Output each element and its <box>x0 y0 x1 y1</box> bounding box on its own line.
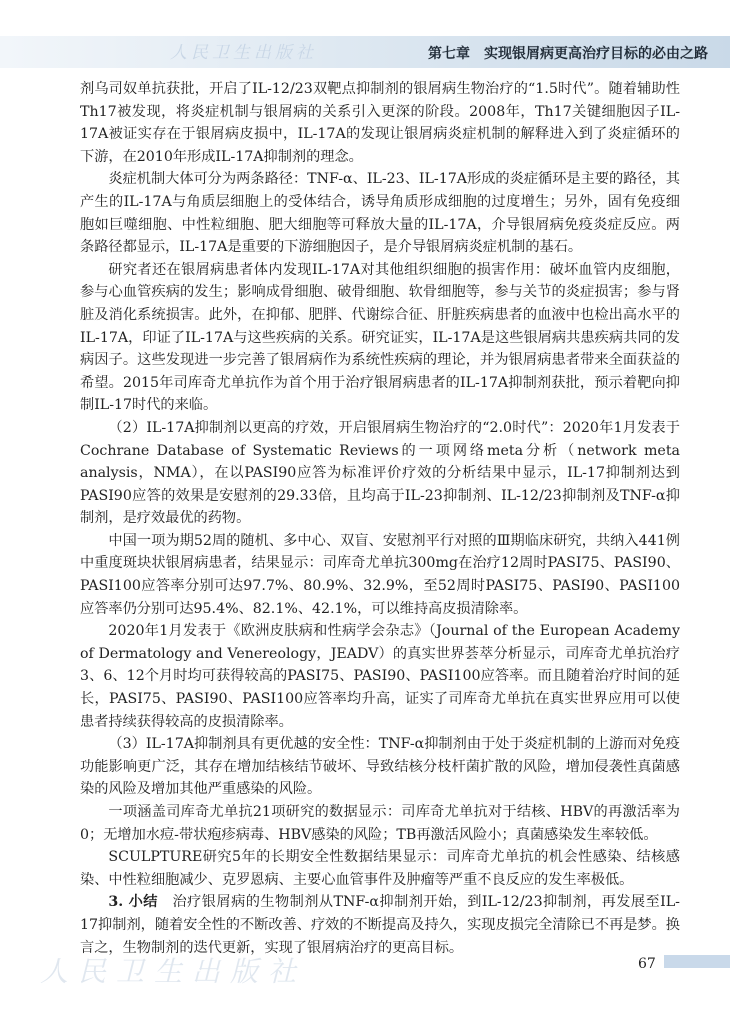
paragraph-2: 炎症机制大体可分为两条路径：TNF-α、IL-23、IL-17A形成的炎症循环是主要的路径，其产生的IL-17A与角质层细胞上的受体结合，诱导角质形成细胞的过度增生；另外，固有免疫细胞如巨噬细胞、中性粒细胞、肥大细胞等可释放大量的IL-17A，介导银屑病免疫炎症反应。两条路径都显示，IL-17A是重要的下游细胞因子，是介导银屑病炎症机制的基石。 <box>80 171 680 256</box>
paragraph-5: 中国一项为期52周的随机、多中心、双盲、安慰剂平行对照的Ⅲ期临床研究，共纳入441例中重度斑块状银屑病患者，结果显示：司库奇尤单抗300mg在治疗12周时PASI75、PASI90、PASI100应答率分别可达97.7%、80.9%、32.9%，至52周时PASI75、PASI90、PASI100应答率仍分别可达95.4%、82.1%、42.1%，可以维持高皮损清除率。 <box>80 532 680 617</box>
paragraph-7: （3）IL-17A抑制剂具有更优越的安全性：TNF-α抑制剂由于处于炎症机制的上游而对免疫功能影响更广泛，其存在增加结核结节破坏、导致结核分枝杆菌扩散的风险，增加侵袭性真菌感染的风险及增加其他严重感染的风险。 <box>80 736 680 798</box>
paragraph-9: SCULPTURE研究5年的长期安全性数据结果显示：司库奇尤单抗的机会性感染、结核感染、中性粒细胞减少、克罗恩病、主要心血管事件及肿瘤等严重不良反应的发生率极低。 <box>80 849 680 888</box>
paragraph-4: （2）IL-17A抑制剂以更高的疗效，开启银屑病生物治疗的“2.0时代”：2020年1月发表于Cochrane Database of Systematic Reviews的一项网络meta分析（network meta analysis，NMA），在以PASI90应答为标准评价疗效的分析结果中显示，IL-17抑制剂达到PASI90应答的效果是安慰剂的29.33倍，且均高于IL-23抑制剂、IL-12/23抑制剂及TNF-α抑制剂，是疗效最优的药物。 <box>80 419 680 527</box>
summary-paragraph <box>80 891 680 959</box>
header-watermark: 人民卫生出版社 <box>170 43 317 63</box>
paragraph-3: 研究者还在银屑病患者体内发现IL-17A对其他组织细胞的损害作用：破坏血管内皮细胞，参与心血管疾病的发生；影响成骨细胞、破骨细胞、软骨细胞等，参与关节的炎症损害；参与肾脏及消化系统损害。此外，在抑郁、肥胖、代谢综合征、肝脏疾病患者的血液中也检出高水平的IL-17A，印证了IL-17A与这些疾病的关系。研究证实，IL-17A是这些银屑病共患疾病共同的发病因子。这些发现进一步完善了银屑病作为系统性疾病的理论，并为银屑病患者带来全面获益的希望。2015年司库奇尤单抗作为首个用于治疗银屑病患者的IL-17A抑制剂获批，预示着靶向抑制IL-17时代的来临。 <box>80 261 680 414</box>
summary-label: 3. 小结 <box>108 894 158 911</box>
page-header <box>0 36 730 68</box>
paragraph-6: 2020年1月发表于《欧洲皮肤病和性病学会杂志》（Journal of the European Academy of Dermatology and Venereology，JEADV）的真实世界荟萃分析显示，司库奇尤单抗治疗3、6、12个月时均可获得较高的PASI75、PASI90、PASI100应答率。而且随着治疗时间的延长，PASI75、PASI90、PASI100应答率均升高，证实了司库奇尤单抗在真实世界应用可以使患者持续获得较高的皮损清除率。 <box>80 623 680 730</box>
footer-watermark: 人民卫生出版社 <box>40 955 307 988</box>
footer-bar <box>664 955 730 968</box>
paragraph-8: 一项涵盖司库奇尤单抗21项研究的数据显示：司库奇尤单抗对于结核、HBV的再激活率为0；无增加水痘-带状疱疹病毒、HBV感染的风险；TB再激活风险小；真菌感染发生率较低。 <box>80 804 680 843</box>
chapter-title: 第七章 实现银屑病更高治疗目标的必由之路 <box>428 46 708 62</box>
paragraph-1: 剂乌司奴单抗获批，开启了IL-12/23双靶点抑制剂的银屑病生物治疗的“1.5时代”。随着辅助性Th17被发现，将炎症机制与银屑病的关系引入更深的阶段。2008年，Th17关键细胞因子IL-17A被证实存在于银屑病皮损中，IL-17A的发现让银屑病炎症机制的解释进入到了炎症循环的下游，在2010年形成IL-17A抑制剂的理念。 <box>80 81 680 165</box>
page-number: 67 <box>638 956 656 972</box>
body-text <box>80 78 680 959</box>
summary-text: 治疗银屑病的生物制剂从TNF-α抑制剂开始，到IL-12/23抑制剂，再发展至IL-17抑制剂，随着安全性的不断改善、疗效的不断提高及持久，实现皮损完全清除已不再是梦。换言之，生物制剂的迭代更新，实现了银屑病治疗的更高目标。 <box>80 894 680 956</box>
